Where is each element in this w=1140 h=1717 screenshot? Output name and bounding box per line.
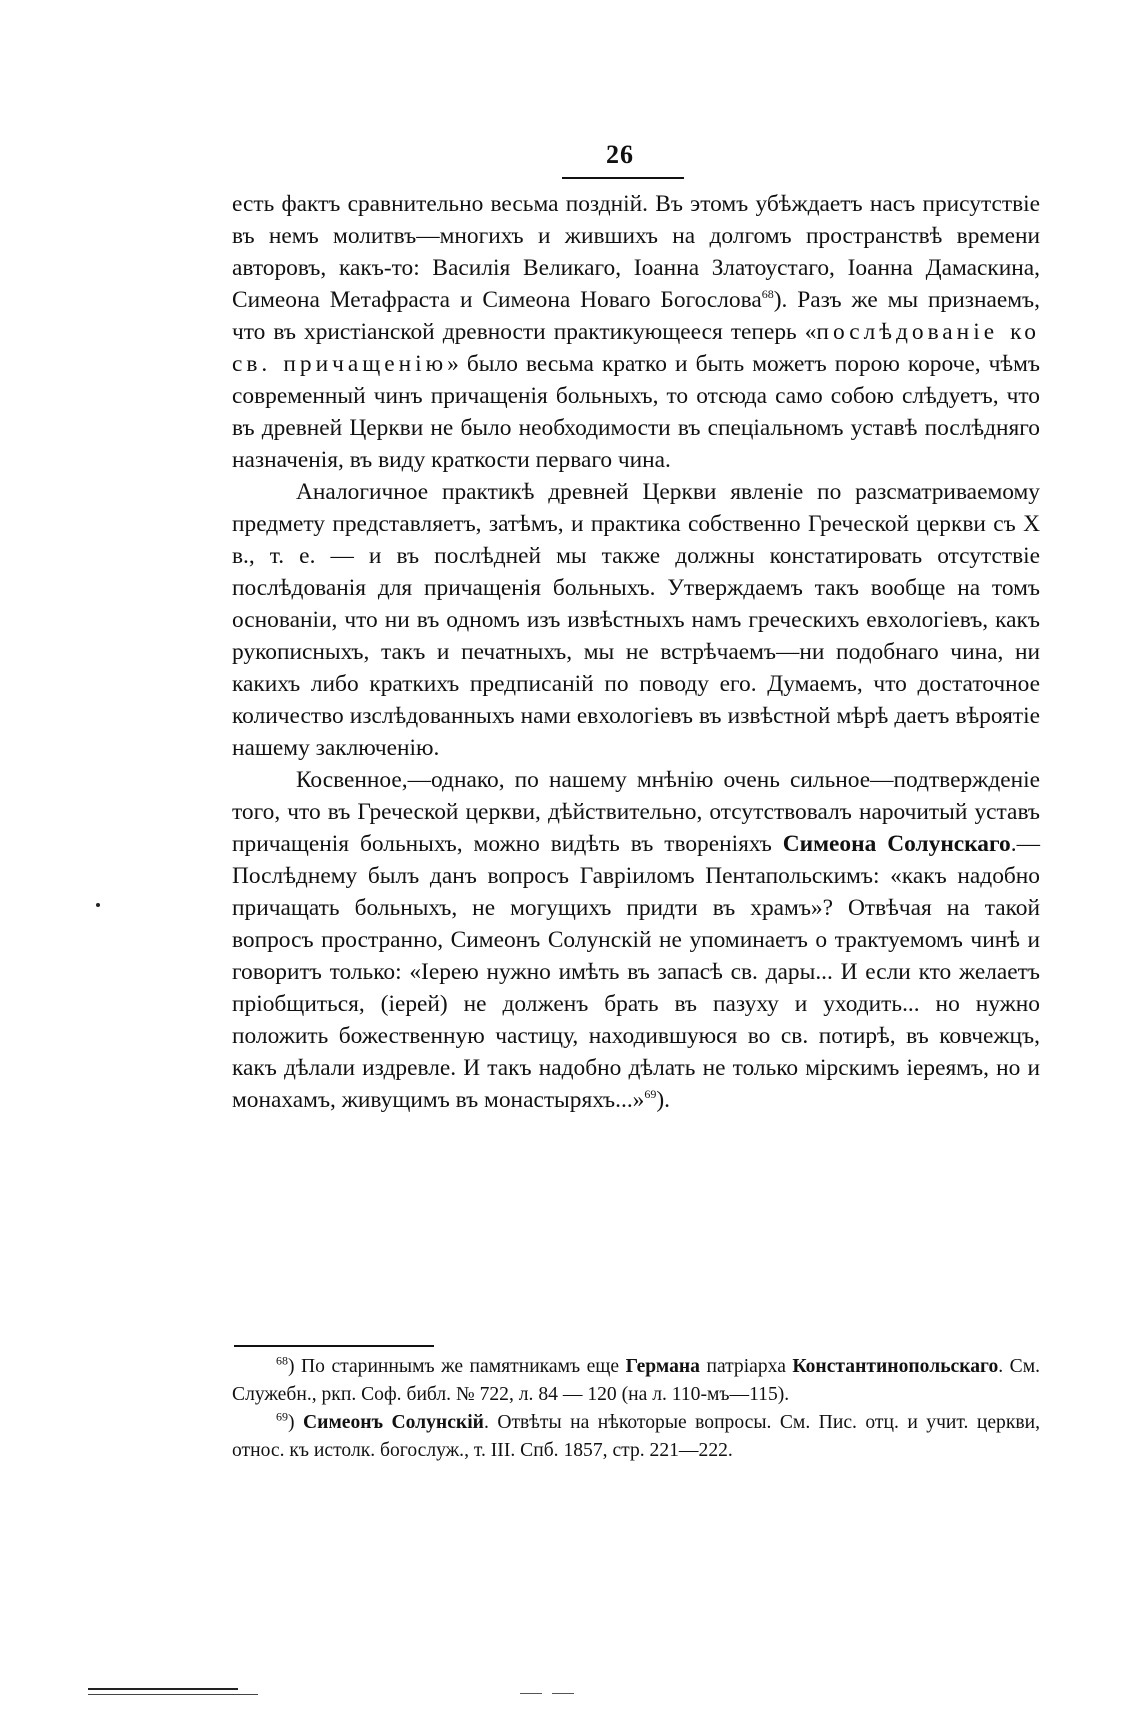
footnote-68-mark: 68 [276, 1353, 288, 1368]
bottom-scan-rule [88, 1688, 238, 1690]
paragraph-2: Аналогичное практикѣ древней Церкви явленіе по разсматриваемому предмету представляетъ, затѣмъ, и практика собственно Греческой церкви съ X в., т. е. — и въ послѣдней мы также должны констатировать отсутствіе послѣдованія для причащенія больныхъ. Утверждаемъ такъ вообще на томъ основаніи, что ни въ одномъ изъ извѣстныхъ намъ греческихъ евхологіевъ, какъ рукописныхъ, такъ и печатныхъ, мы не встрѣчаемъ—ни подобнаго чина, ни какихъ либо краткихъ предписаній по поводу его. Думаемъ, что достаточное количество изслѣдованныхъ нами евхологіевъ въ извѣстной мѣрѣ даетъ вѣроятіе нашему заключенію. [232, 479, 1040, 761]
footnote-68 [232, 1353, 1040, 1409]
spaced-title: послѣдованіе ко св. причащенію [232, 319, 1040, 377]
footnote-69 [232, 1409, 1040, 1465]
footnote-ref-68: 68 [761, 287, 774, 302]
paragraph-3-part-b: .—Послѣднему былъ данъ вопросъ Гавріиломъ Пентапольскимъ: «какъ надобно причащать больныхъ, не могущихъ придти въ храмъ»? Отвѣчая на такой вопросъ пространно, Симеонъ Солунскій не упоминаетъ о трактуемомъ чинѣ и говоритъ только: «Іерею нужно имѣть въ запасѣ св. дары... И если кто желаетъ пріобщиться, (іерей) не долженъ брать въ пазуху и уходить... но нужно положить божественную частицу, находившуюся во св. потирѣ, въ ковчежцъ, какъ дѣлали издревле. И такъ надобно дѣлать не только мірскимъ іереямъ, но и монахамъ, живущимъ въ монастыряхъ...» [232, 831, 1040, 1113]
paragraph-1-part-b: ). Разъ же мы признаемъ, что въ христіанской древности практикующееся теперь « [232, 287, 1041, 345]
paragraph-3 [232, 764, 1040, 1116]
footnote-69-bold: Симеонъ Солунскій [303, 1412, 484, 1433]
paragraph-3-part-c: ). [656, 1087, 671, 1113]
paragraph-1-part-a: есть фактъ сравнительно весьма поздній. Въ этомъ убѣждаетъ насъ присутствіе въ немъ молитвъ—многихъ и жившихъ на долгомъ пространствѣ времени авторовъ, какъ-то: Василія Великаго, Іоанна Златоустаго, Іоанна Дамаскина, Симеона Метафраста и Симеона Новаго Богослова [232, 191, 1040, 313]
footnotes [232, 1353, 1040, 1465]
paragraph-1-part-c: » было весьма кратко и быть можетъ порою короче, чѣмъ современный чинъ причащенія больныхъ, то отсюда само собою слѣдуетъ, что въ древней Церкви не было необходимости въ спеціальномъ уставѣ послѣдняго назначенія, въ виду краткости перваго чина. [232, 351, 1040, 473]
footnote-68-part-c: . См. Служебн., ркп. Соф. библ. № 722, л. 84 — 120 (на л. 110-мъ—115). [232, 1356, 1041, 1405]
footnote-68-bold-1: Германа [625, 1356, 700, 1377]
footnote-69-part-b: . Отвѣты на нѣкоторые вопросы. См. Пис. отц. и учит. церкви, относ. къ истолк. богослуж., т. III. Спб. 1857, стр. 221—222. [232, 1412, 1040, 1461]
author-name-bold: Симеона Солунскаго [782, 831, 1011, 857]
footnote-69-part-a: ) [288, 1412, 303, 1433]
footnote-68-part-a: ) По стариннымъ же памятникамъ еще [288, 1356, 626, 1377]
footnote-69-mark: 69 [276, 1409, 288, 1424]
footnote-rule [234, 1345, 434, 1347]
body-text [232, 188, 1040, 1116]
footnote-68-bold-2: Константинопольскаго [792, 1356, 999, 1377]
bottom-scan-rule-thin [88, 1694, 258, 1695]
footnote-68-part-b: патріарха [699, 1356, 793, 1377]
page-number: 26 [606, 140, 634, 169]
bottom-scan-dash [520, 1693, 542, 1694]
footnote-ref-69: 69 [644, 1087, 657, 1102]
bottom-scan-dash [552, 1693, 574, 1694]
margin-dot [96, 903, 100, 907]
paragraph-3-part-a: Косвенное,—однако, по нашему мнѣнію очень сильное—подтвержденіе того, что въ Греческой церкви, дѣйствительно, отсутствовалъ нарочитый уставъ причащенія больныхъ, можно видѣть въ твореніяхъ [232, 767, 1040, 857]
paragraph-1 [232, 188, 1040, 476]
page-number-rule [562, 177, 684, 179]
